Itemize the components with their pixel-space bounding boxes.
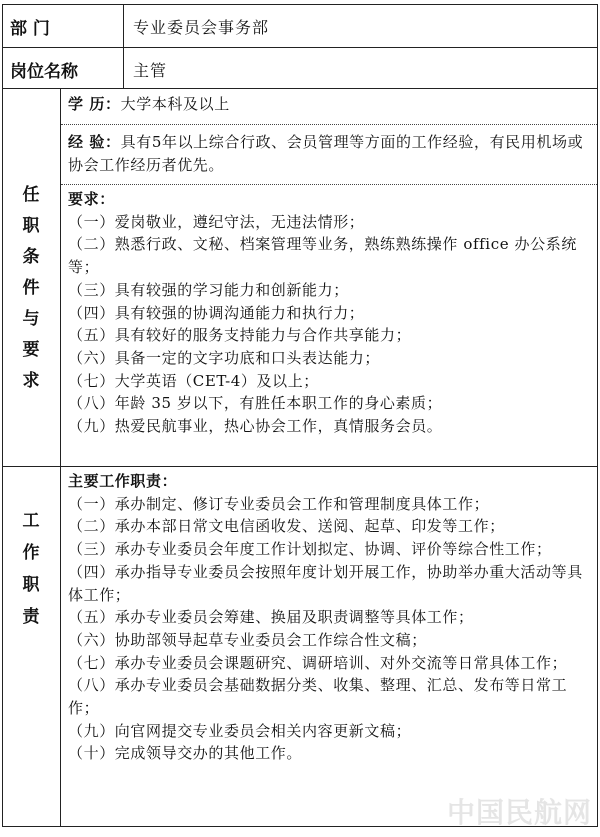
requirement-item: （九）热爱民航事业，热心协会工作，真情服务会员。 [68, 417, 443, 436]
requirement-item: （七）大学英语（CET-4）及以上； [68, 371, 319, 390]
duty-item: （十）完成领导交办的其他工作。 [68, 744, 303, 763]
position-value: 主管 [133, 61, 168, 80]
duty-item: （八）承办专业委员会基础数据分类、收集、整理、汇总、发布等日常工作； [68, 676, 568, 718]
requirement-item: （四）具有较强的协调沟通能力和执行力； [68, 303, 365, 322]
requirement-item: （八）年龄 35 岁以下，有胜任本职工作的身心素质； [68, 394, 443, 413]
requirement-item: （二）熟悉行政、文秘、档案管理等业务，熟练熟练操作 office 办公系统等； [68, 235, 577, 277]
duty-item: （五）承办专业委员会筹建、换届及职责调整等具体工作； [68, 608, 474, 627]
experience-label: 经 验： [68, 133, 121, 151]
duty-item: （三）承办专业委员会年度工作计划拟定、协调、评价等综合性工作； [68, 540, 552, 559]
duty-item: （七）承办专业委员会课题研究、调研培训、对外交流等日常具体工作； [68, 653, 568, 672]
experience-value: 具有5年以上综合行政、会员管理等方面的工作经验，有民用机场或协会工作经历者优先。 [68, 133, 584, 174]
duty-item: （一）承办制定、修订专业委员会工作和管理制度具体工作； [68, 494, 490, 513]
experience-row [68, 131, 593, 176]
education-row [68, 93, 593, 116]
requirement-item: （五）具有较好的服务支持能力与合作共享能力； [68, 326, 412, 345]
position-label: 岗位名称 [10, 62, 78, 82]
duty-item: （六）协助部领导起草专业委员会工作综合性文稿； [68, 630, 427, 649]
duties-block [68, 470, 595, 765]
requirement-item: （一）爱岗敬业，遵纪守法，无违法情形； [68, 212, 365, 231]
requirements-title: 要求： [68, 190, 115, 208]
duty-item: （九）向官网提交专业委员会相关内容更新文稿； [68, 721, 412, 740]
education-label: 学 历： [68, 95, 121, 113]
duties-section-label: 工 作 职 责 [22, 511, 40, 627]
watermark: 中国民航网 [446, 796, 592, 829]
requirements-block [68, 188, 595, 438]
duty-item: （二）承办本部日常文电信函收发、送阅、起草、印发等工作； [68, 517, 505, 536]
qualifications-section-label: 任 职 条 件 与 要 求 [22, 185, 40, 391]
education-value: 大学本科及以上 [120, 95, 230, 113]
duty-item: （四）承办指导专业委员会按照年度计划开展工作，协助举办重大活动等具体工作； [68, 562, 583, 604]
requirement-item: （六）具备一定的文字功底和口头表达能力； [68, 348, 381, 367]
department-label: 部 门 [10, 19, 50, 39]
requirement-item: （三）具有较强的学习能力和创新能力； [68, 280, 349, 299]
duties-title: 主要工作职责： [68, 472, 178, 490]
department-value: 专业委员会事务部 [133, 18, 270, 37]
